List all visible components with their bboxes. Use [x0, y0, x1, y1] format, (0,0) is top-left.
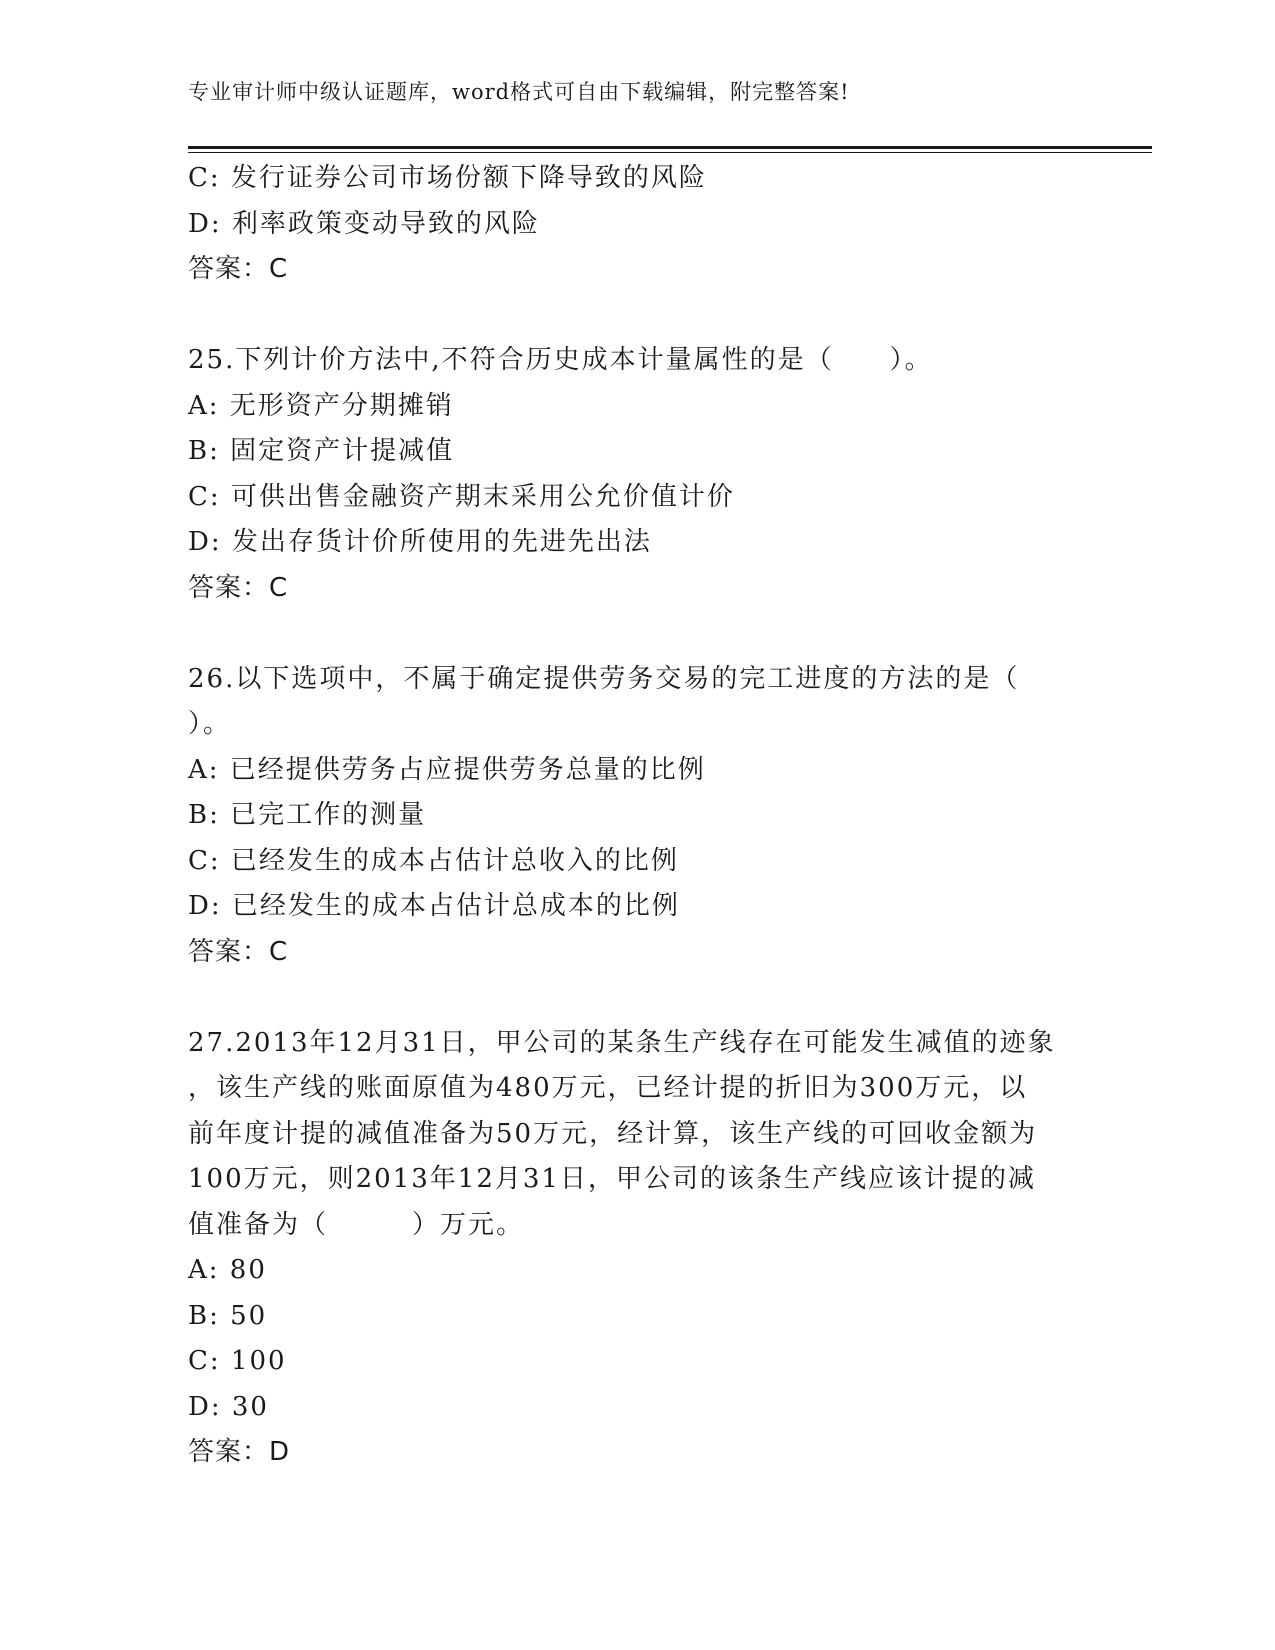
spacer: [188, 293, 1088, 339]
q27-answer: 答案：D: [188, 1437, 291, 1467]
q27-stem-line3: 前年度计提的减值准备为50万元，经计算，该生产线的可回收金额为: [188, 1118, 1038, 1149]
q27-stem-line1: 27.2013年12月31日，甲公司的某条生产线存在可能发生减值的迹象: [188, 1027, 1056, 1058]
spacer: [188, 975, 1088, 1021]
q26-stem-line2: ）。: [188, 709, 232, 739]
q25-stem: 25.下列计价方法中,不符合历史成本计量属性的是（ ）。: [188, 345, 933, 375]
page-header: 专业审计师中级认证题库，word格式可自由下载编辑，附完整答案!: [188, 80, 850, 104]
q25-option-a: A: 无形资产分期摊销: [188, 390, 454, 421]
q27-option-c: C: 100: [188, 1346, 287, 1376]
question-content: [188, 156, 1088, 1476]
prev-option-c: C: 发行证券公司市场份额下降导致的风险: [188, 163, 707, 193]
q27-stem-line5: 值准备为（ ）万元。: [188, 1209, 525, 1240]
q25-answer: 答案：C: [188, 572, 289, 603]
q26-answer: 答案：C: [188, 936, 289, 967]
q26-option-c: C: 已经发生的成本占估计总收入的比例: [188, 845, 679, 876]
prev-answer: 答案：C: [188, 254, 289, 284]
q26-option-d: D: 已经发生的成本占估计总成本的比例: [188, 891, 680, 921]
q26-option-a: A: 已经提供劳务占应提供劳务总量的比例: [188, 754, 706, 785]
spacer: [188, 611, 1088, 657]
q27-option-a: A: 80: [188, 1255, 267, 1285]
q26-stem-line1: 26.以下选项中，不属于确定提供劳务交易的完工进度的方法的是（: [188, 663, 1020, 694]
q25-option-b: B: 固定资产计提减值: [188, 436, 455, 466]
header-rule-thin: [188, 152, 1152, 153]
q27-stem-line2: ，该生产线的账面原值为480万元，已经计提的折旧为300万元，以: [188, 1073, 1028, 1103]
q25-option-c: C: 可供出售金融资产期末采用公允价值计价: [188, 481, 735, 512]
prev-option-d: D: 利率政策变动导致的风险: [188, 208, 540, 239]
q26-option-b: B: 已完工作的测量: [188, 800, 427, 830]
q27-option-b: B: 50: [188, 1300, 268, 1331]
q27-option-d: D: 30: [188, 1391, 269, 1422]
q27-stem-line4: 100万元，则2013年12月31日，甲公司的该条生产线应该计提的减: [188, 1164, 1036, 1194]
q25-option-d: D: 发出存货计价所使用的先进先出法: [188, 527, 652, 557]
header-rule-thick: [188, 146, 1152, 149]
